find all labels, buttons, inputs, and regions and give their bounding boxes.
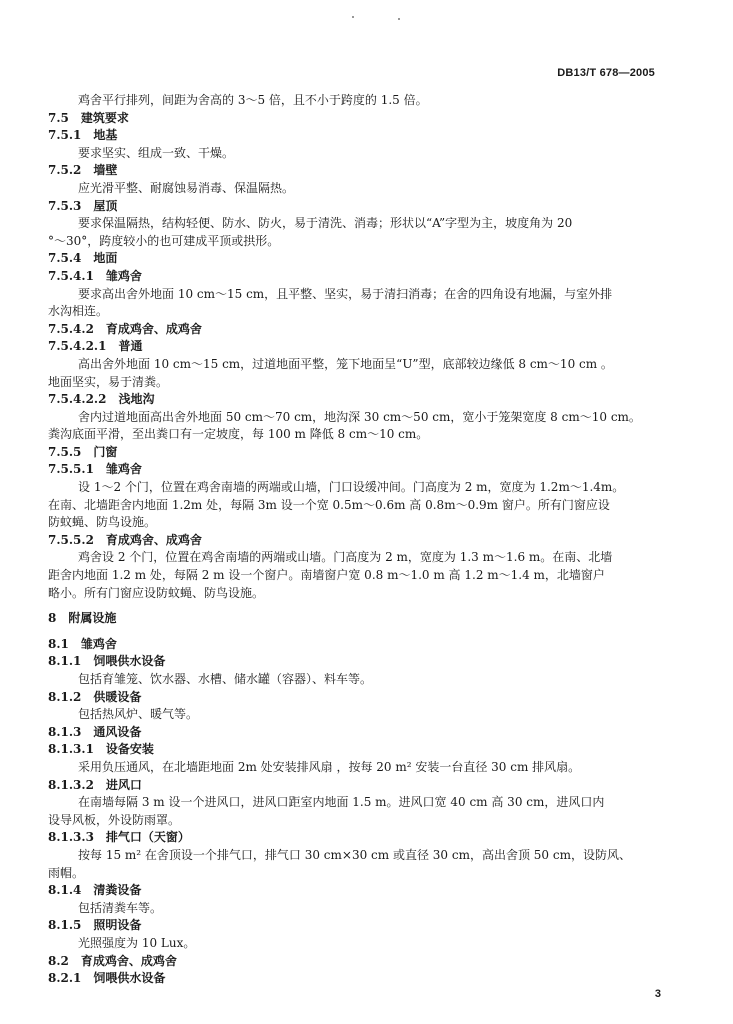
body-text-line: 采用负压通风，在北墙距地面 2m 处安装排风扇 ，按每 20 m² 安装一台直径 30 cm 排风扇。 [78,759,581,774]
body-text-line: 要求保温隔热，结构轻便、防水、防火，易于清洗、消毒；形状以“A”字型为主，坡度角为 20 [78,216,573,231]
section-heading: 7.5.4.1 雏鸡舍 [48,268,142,283]
body-text-line: 要求坚实、组成一致、干燥。 [78,145,235,160]
body-text-line: 雨帽。 [48,865,85,880]
section-heading: 7.5.1 地基 [48,128,118,143]
body-text-line: 包括热风炉、暖气等。 [78,707,199,722]
body-text-line: 在南、北墙距舍内地面 1.2m 处，每隔 3m 设一个宽 0.5m～0.6m 高 0.8m～0.9m 窗户。所有门窗应设 [48,497,610,512]
body-text-line: 鸡舍设 2 个门，位置在鸡舍南墙的两端或山墙。门高度为 2 m，宽度为 1.3 m～1.6 m。在南、北墙 [78,550,613,565]
section-heading: 7.5.4.2.1 普通 [48,339,143,354]
body-text-line: 舍内过道地面高出舍外地面 50 cm～70 cm，地沟深 30 cm～50 cm，宽小于笼架宽度 8 cm～10 cm。 [78,409,641,424]
scan-speck [398,18,400,20]
section-heading: 8.1.2 供暖设备 [48,689,142,704]
section-heading: 8.1.4 清粪设备 [48,883,142,898]
body-text-line: 防蚊蝇、防鸟设施。 [48,515,157,530]
section-heading: 7.5.4.2 育成鸡舍、成鸡舍 [48,321,202,336]
section-gap [48,628,673,636]
body-text-line: 设导风板，外设防雨罩。 [48,812,181,827]
body-text-line: 略小。所有门窗应设防蚊蝇、防鸟设施。 [48,585,265,600]
page-number: 3 [654,988,661,1000]
section-heading: 8.1.3 通风设备 [48,724,142,739]
body-text-line: 鸡舍平行排列，间距为舍高的 3～5 倍，且不小于跨度的 1.5 倍。 [78,93,428,107]
section-heading: 8.1.1 饲喂供水设备 [48,654,166,669]
section-heading: 7.5.2 墙壁 [48,163,118,178]
document-body [48,92,673,988]
section-heading: 7.5.5.2 育成鸡舍、成鸡舍 [48,532,202,547]
body-text-line: 包括育雏笼、饮水器、水槽、储水罐（容器）、料车等。 [78,672,373,686]
document-code: DB13/T 678—2005 [557,67,655,79]
section-heading: 8.2 育成鸡舍、成鸡舍 [48,953,177,968]
body-text-line: °～30°，跨度较小的也可建成平顶或拱形。 [48,233,280,248]
body-text-line: 粪沟底面平滑，至出粪口有一定坡度，每 100 m 降低 8 cm～10 cm。 [48,427,429,442]
body-text-line: 距舍内地面 1.2 m 处，每隔 2 m 设一个窗户。南墙窗户宽 0.8 m～1.0 m 高 1.2 m～1.4 m，北墙窗户 [48,568,605,583]
body-text-line: 要求高出舍外地面 10 cm～15 cm，且平整、坚实，易于清扫消毒；在舍的四角设有地漏，与室外排 [78,286,613,301]
section-heading: 8 附属设施 [48,611,117,626]
body-text-line: 按每 15 m² 在舍顶设一个排气口，排气口 30 cm×30 cm 或直径 30 cm，高出舍顶 50 cm，设防风、 [78,847,631,862]
body-text-line: 高出舍外地面 10 cm～15 cm，过道地面平整，笼下地面呈“U”型，底部较边缘低 8 cm～10 cm 。 [78,356,613,371]
section-heading: 8.1 雏鸡舍 [48,636,117,651]
body-text-line: 光照强度为 10 Lux。 [78,935,196,950]
section-heading: 7.5 建筑要求 [48,110,129,125]
section-gap [48,602,673,610]
section-heading: 7.5.5 门窗 [48,444,118,459]
section-heading: 7.5.3 屋顶 [48,198,118,213]
scan-speck [352,16,354,18]
section-heading: 8.1.3.2 进风口 [48,777,142,792]
section-heading: 7.5.4 地面 [48,251,118,266]
section-heading: 8.2.1 饲喂供水设备 [48,971,166,986]
body-text-line: 在南墙每隔 3 m 设一个进风口，进风口距室内地面 1.5 m。进风口宽 40 cm 高 30 cm，进风口内 [78,795,605,810]
section-heading: 7.5.4.2.2 浅地沟 [48,392,155,407]
section-heading: 8.1.5 照明设备 [48,918,142,933]
section-heading: 8.1.3.1 设备安装 [48,742,154,757]
body-text-line: 设 1～2 个门，位置在鸡舍南墙的两端或山墙，门口设缓冲间。门高度为 2 m，宽度为 1.2m～1.4m。 [78,480,625,495]
body-text-line: 水沟相连。 [48,304,109,319]
body-text-line: 包括清粪车等。 [78,900,163,915]
body-text-line: 地面坚实，易于清粪。 [48,374,169,389]
section-heading: 8.1.3.3 排气口（天窗） [48,830,190,845]
body-text-line: 应光滑平整、耐腐蚀易消毒、保温隔热。 [78,180,295,195]
section-heading: 7.5.5.1 雏鸡舍 [48,462,142,477]
